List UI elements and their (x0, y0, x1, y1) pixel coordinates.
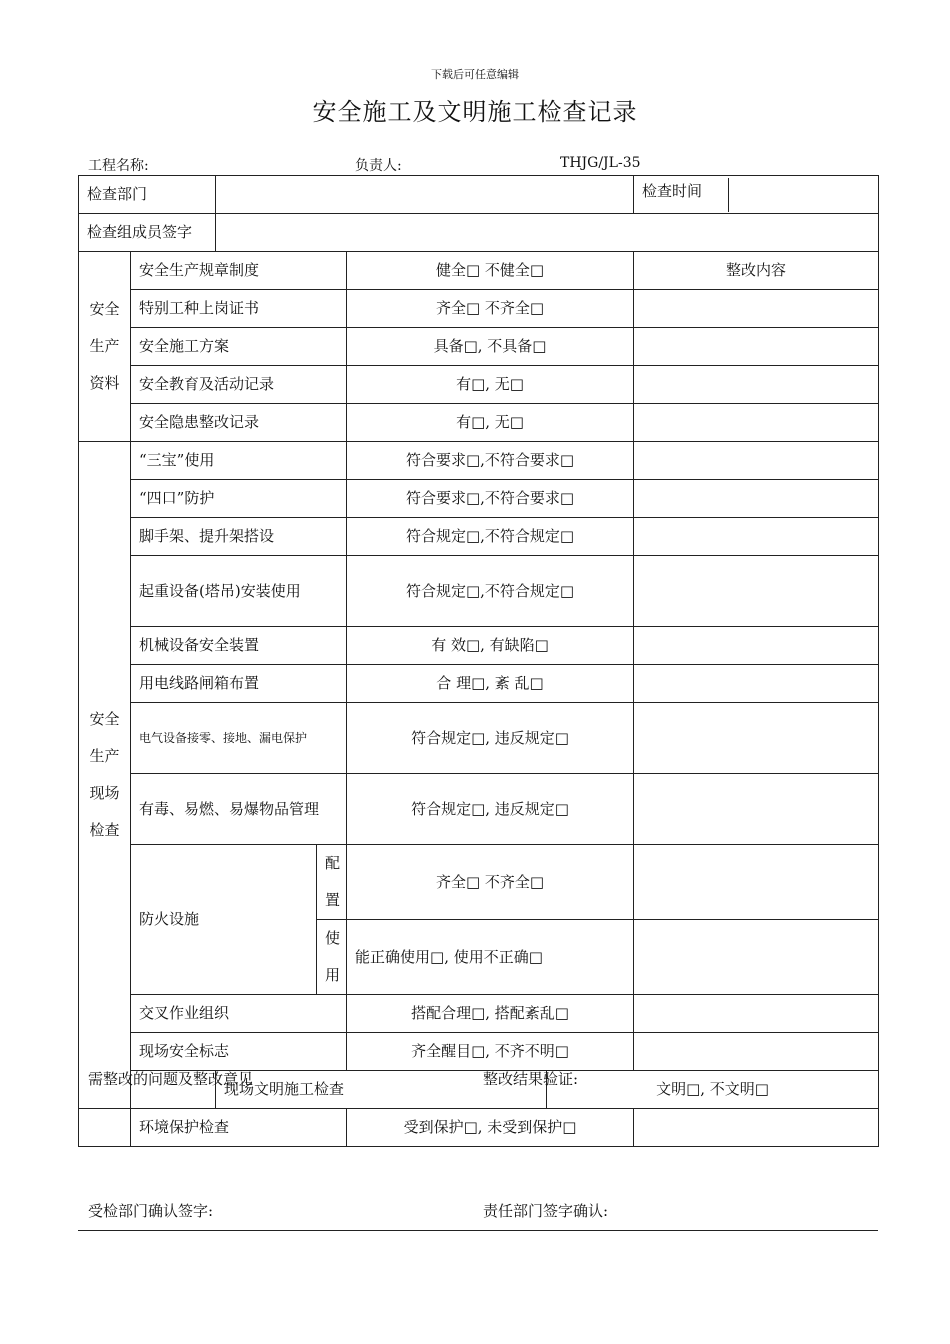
item-label: 安全施工方案 (131, 328, 347, 366)
section1-row (79, 328, 879, 366)
bottom-rule (78, 1230, 878, 1231)
item-label: 交叉作业组织 (131, 995, 347, 1033)
time-cell (634, 176, 879, 214)
item-label: 用电线路闸箱布置 (131, 665, 347, 703)
time-label: 检查时间 (634, 178, 729, 212)
item-label: 现场文明施工检查 (216, 1071, 547, 1109)
section1-row (79, 252, 879, 290)
section2-label: 安全生产现场检查 (79, 442, 131, 1109)
status-options[interactable]: 齐全□ 不齐全□ (347, 290, 634, 328)
item-label: 电气设备接零、接地、漏电保护 (131, 703, 347, 774)
rectify-field[interactable] (634, 480, 879, 518)
section2-row (79, 627, 879, 665)
fire-use-label: 使用 (317, 920, 347, 995)
status-options[interactable]: 符合规定□,不符合规定□ (347, 556, 634, 627)
rectify-field[interactable] (634, 556, 879, 627)
item-label: “三宝”使用 (131, 442, 347, 480)
rectify-field[interactable] (634, 845, 879, 920)
item-label: 脚手架、提升架搭设 (131, 518, 347, 556)
rectify-field[interactable] (634, 703, 879, 774)
section2-row (79, 1033, 879, 1071)
verify-label: 整改结果验证: (483, 1070, 579, 1088)
status-options[interactable]: 具备□, 不具备□ (347, 328, 634, 366)
rectify-field[interactable] (634, 366, 879, 404)
section2-row (79, 665, 879, 703)
dept-label: 检查部门 (79, 176, 216, 214)
environment-row (79, 1109, 879, 1147)
status-options[interactable]: 有□, 无□ (347, 404, 634, 442)
fire-config-row (79, 845, 879, 920)
issues-label: 需整改的问题及整改意见 (88, 1070, 254, 1088)
rectify-field[interactable] (634, 404, 879, 442)
page-title: 安全施工及文明施工检查记录 (312, 98, 638, 126)
rectify-field[interactable] (634, 328, 879, 366)
dept-row (79, 176, 879, 214)
item-label: 机械设备安全装置 (131, 627, 347, 665)
members-label: 检查组成员签字 (79, 214, 216, 252)
status-options[interactable]: 符合规定□,不符合规定□ (347, 518, 634, 556)
item-label: 安全隐患整改记录 (131, 404, 347, 442)
section1-label: 安全生产资料 (79, 252, 131, 442)
inspection-record-table (78, 175, 879, 1147)
section1-row (79, 290, 879, 328)
section2-row (79, 480, 879, 518)
status-options[interactable]: 有 效□, 有缺陷□ (347, 627, 634, 665)
status-options[interactable]: 能正确使用□, 使用不正确□ (347, 920, 634, 995)
section2-row (79, 703, 879, 774)
status-options[interactable]: 文明□, 不文明□ (547, 1071, 879, 1109)
section2-row (79, 442, 879, 480)
status-options[interactable]: 有□, 无□ (347, 366, 634, 404)
item-label: 环境保护检查 (131, 1109, 347, 1147)
top-note: 下载后可任意编辑 (431, 68, 519, 81)
members-field[interactable] (216, 214, 879, 252)
status-options[interactable]: 符合要求□,不符合要求□ (347, 480, 634, 518)
rectify-field[interactable] (634, 774, 879, 845)
status-options[interactable]: 健全□ 不健全□ (347, 252, 634, 290)
fire-config-label: 配置 (317, 845, 347, 920)
rectify-field[interactable] (634, 665, 879, 703)
status-options[interactable]: 齐全□ 不齐全□ (347, 845, 634, 920)
item-label: 现场安全标志 (131, 1033, 347, 1071)
section2-row (79, 774, 879, 845)
section1-row (79, 404, 879, 442)
status-options[interactable]: 符合要求□,不符合要求□ (347, 442, 634, 480)
blank-side-cell (79, 1109, 131, 1147)
dept-field[interactable] (216, 176, 634, 214)
rectify-field[interactable] (634, 627, 879, 665)
item-label: “四口”防护 (131, 480, 347, 518)
item-label: 起重设备(塔吊)安装使用 (131, 556, 347, 627)
status-options[interactable]: 符合规定□, 违反规定□ (347, 703, 634, 774)
members-row (79, 214, 879, 252)
section2-row (79, 995, 879, 1033)
rectify-field[interactable] (634, 518, 879, 556)
responsible-label: 负责人: (355, 158, 402, 174)
status-options[interactable]: 受到保护□, 未受到保护□ (347, 1109, 634, 1147)
form-code: THJG/JL-35 (560, 155, 641, 171)
rectify-field[interactable] (634, 1109, 879, 1147)
item-label: 有毒、易燃、易爆物品管理 (131, 774, 347, 845)
section2-row (79, 556, 879, 627)
rectify-header: 整改内容 (634, 252, 879, 290)
section2-row (79, 518, 879, 556)
rectify-field[interactable] (634, 995, 879, 1033)
rectify-field[interactable] (634, 290, 879, 328)
status-options[interactable]: 齐全醒目□, 不齐不明□ (347, 1033, 634, 1071)
item-label: 特别工种上岗证书 (131, 290, 347, 328)
rectify-field[interactable] (634, 920, 879, 995)
rectify-field[interactable] (634, 442, 879, 480)
fire-facility-label: 防火设施 (131, 845, 317, 995)
responsible-sign-label: 责任部门签字确认: (483, 1202, 609, 1220)
rectify-field[interactable] (634, 1033, 879, 1071)
status-options[interactable]: 符合规定□, 违反规定□ (347, 774, 634, 845)
status-options[interactable]: 合 理□, 紊 乱□ (347, 665, 634, 703)
time-field[interactable] (729, 178, 878, 212)
project-name-label: 工程名称: (88, 158, 149, 174)
inspected-sign-label: 受检部门确认签字: (88, 1202, 214, 1220)
section1-row (79, 366, 879, 404)
status-options[interactable]: 搭配合理□, 搭配紊乱□ (347, 995, 634, 1033)
item-label: 安全教育及活动记录 (131, 366, 347, 404)
item-label: 安全生产规章制度 (131, 252, 347, 290)
